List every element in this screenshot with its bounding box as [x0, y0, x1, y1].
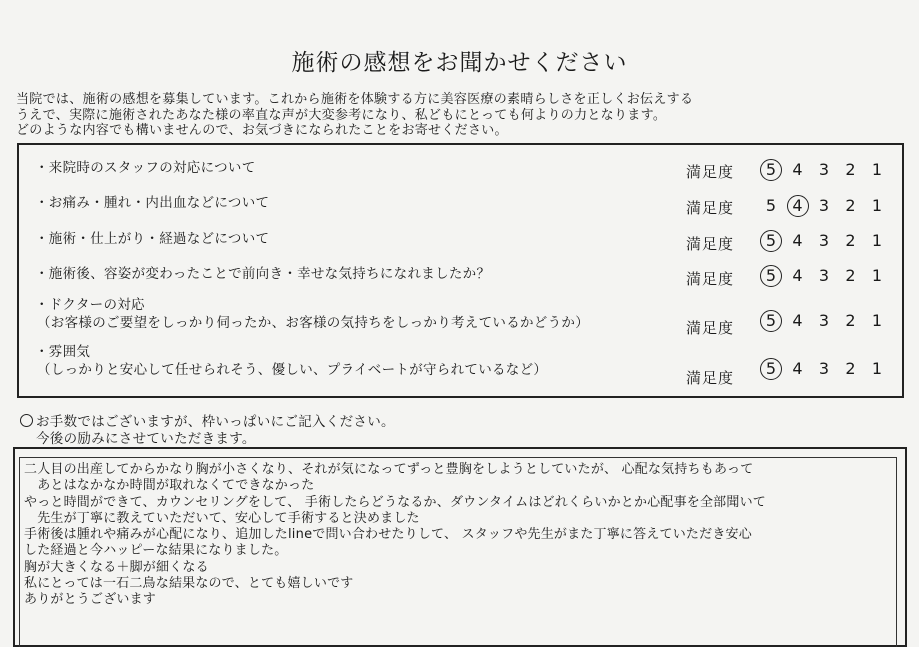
- rating-label: 満足度: [686, 319, 735, 337]
- comment-line: やっと時間ができて、カウンセリングをして、 手術したらどうなるか、ダウンタイムはどれくらいかとか心配事を全部聞いて: [24, 494, 766, 510]
- rating-option-1[interactable]: 1: [871, 231, 883, 250]
- intro-text: [16, 92, 906, 139]
- rating-label: 満足度: [686, 270, 735, 288]
- rating-option-4[interactable]: 4: [792, 311, 803, 330]
- rating-option-5[interactable]: 5: [765, 196, 777, 215]
- rating-scale: [760, 310, 888, 332]
- rating-option-1[interactable]: 1: [871, 311, 883, 330]
- question-5: [35, 296, 589, 332]
- question-text: ・施術・仕上がり・経過などについて: [35, 231, 270, 247]
- question-6: [35, 343, 547, 379]
- question-4: [35, 265, 490, 283]
- rating-label: 満足度: [686, 369, 735, 387]
- rating-option-1[interactable]: 1: [871, 196, 883, 215]
- question-1: [35, 159, 256, 177]
- rating-option-4[interactable]: 4: [792, 231, 803, 250]
- comment-request: [20, 414, 395, 448]
- survey-box: [17, 143, 904, 398]
- comment-line: 二人目の出産してからかなり胸が小さくなり、それが気になってずっと豊胸をしようとしていたが、 心配な気持ちもあって: [24, 462, 754, 477]
- comment-line: あとはなかなか時間が取れなくてできなかった: [24, 478, 315, 494]
- comment-line: ありがとうございます: [24, 592, 157, 608]
- rating-label: 満足度: [686, 163, 735, 181]
- rating-option-1[interactable]: 1: [871, 266, 883, 285]
- comment-text: [24, 462, 894, 609]
- request-line: お手数ではございますが、枠いっぱいにご記入ください。: [36, 414, 395, 430]
- rating-option-3[interactable]: 3: [818, 196, 830, 215]
- rating-option-3[interactable]: 3: [818, 160, 830, 179]
- circle-bullet-icon: [20, 414, 33, 427]
- question-text: ・来院時のスタッフの対応について: [35, 160, 256, 176]
- intro-line: どのような内容でも構いませんので、お気づきになられたことをお寄せください。: [16, 123, 508, 138]
- intro-line: 当院では、施術の感想を募集しています。これから施術を体験する方に美容医療の素晴らしさを正しくお伝えする: [16, 92, 694, 107]
- question-subtext: （しっかりと安心して任せられそう、優しい、プライベートが守られているなど）: [37, 362, 548, 378]
- rating-scale: [760, 195, 888, 217]
- request-line: 今後の励みにさせていただきます。: [36, 431, 256, 447]
- rating-option-5[interactable]: 5: [760, 310, 782, 332]
- rating-option-4[interactable]: 4: [792, 266, 803, 285]
- rating-option-1[interactable]: 1: [871, 160, 883, 179]
- comment-line: 先生が丁寧に教えていただいて、安心して手術すると決めました: [24, 510, 420, 526]
- rating-option-4[interactable]: 4: [792, 160, 803, 179]
- rating-option-5[interactable]: 5: [760, 159, 782, 181]
- rating-option-2[interactable]: 2: [845, 359, 856, 378]
- rating-option-5[interactable]: 5: [760, 230, 782, 252]
- rating-option-2[interactable]: 2: [845, 231, 856, 250]
- question-text: ・雰囲気: [35, 344, 91, 360]
- intro-line: うえで、実際に施術されたあなた様の率直な声が大変参考になり、私どもにとっても何よりの力となります。: [16, 107, 667, 123]
- question-3: [35, 230, 269, 248]
- rating-option-3[interactable]: 3: [818, 266, 830, 285]
- rating-option-4[interactable]: 4: [787, 195, 809, 217]
- rating-option-3[interactable]: 3: [818, 231, 830, 250]
- rating-option-1[interactable]: 1: [871, 359, 883, 378]
- rating-option-4[interactable]: 4: [792, 359, 803, 378]
- rating-scale: [760, 159, 888, 181]
- rating-scale: [760, 265, 888, 287]
- comment-line: した経過と今ハッピーな結果になりました。: [24, 543, 288, 559]
- rating-option-2[interactable]: 2: [845, 311, 856, 330]
- rating-option-2[interactable]: 2: [845, 160, 856, 179]
- question-text: ・お痛み・腫れ・内出血などについて: [35, 195, 270, 211]
- rating-option-3[interactable]: 3: [818, 311, 830, 330]
- comment-line: 胸が大きくなる＋脚が細くなる: [24, 559, 209, 575]
- question-subtext: （お客様のご要望をしっかり伺ったか、お客様の気持ちをしっかり考えているかどうか）: [37, 315, 589, 331]
- rating-scale: [760, 358, 888, 380]
- rating-option-3[interactable]: 3: [818, 359, 830, 378]
- question-text: ・施術後、容姿が変わったことで前向き・幸せな気持ちになれましたか？: [35, 266, 491, 282]
- rating-label: 満足度: [686, 235, 735, 253]
- rating-label: 満足度: [686, 199, 735, 217]
- rating-option-5[interactable]: 5: [760, 358, 782, 380]
- question-text: ・ドクターの対応: [35, 297, 145, 313]
- rating-option-2[interactable]: 2: [845, 196, 856, 215]
- question-2: [35, 194, 269, 212]
- comment-line: 私にとっては一石二鳥な結果なので、とても嬉しいです: [24, 576, 354, 592]
- comment-line: 手術後は腫れや痛みが心配になり、追加したlineで問い合わせたりして、 スタッフや先生がまた丁寧に答えていただき安心: [24, 527, 752, 543]
- page-title: 施術の感想をお聞かせください: [291, 50, 628, 76]
- rating-option-5[interactable]: 5: [760, 265, 782, 287]
- rating-option-2[interactable]: 2: [845, 266, 856, 285]
- rating-scale: [760, 230, 888, 252]
